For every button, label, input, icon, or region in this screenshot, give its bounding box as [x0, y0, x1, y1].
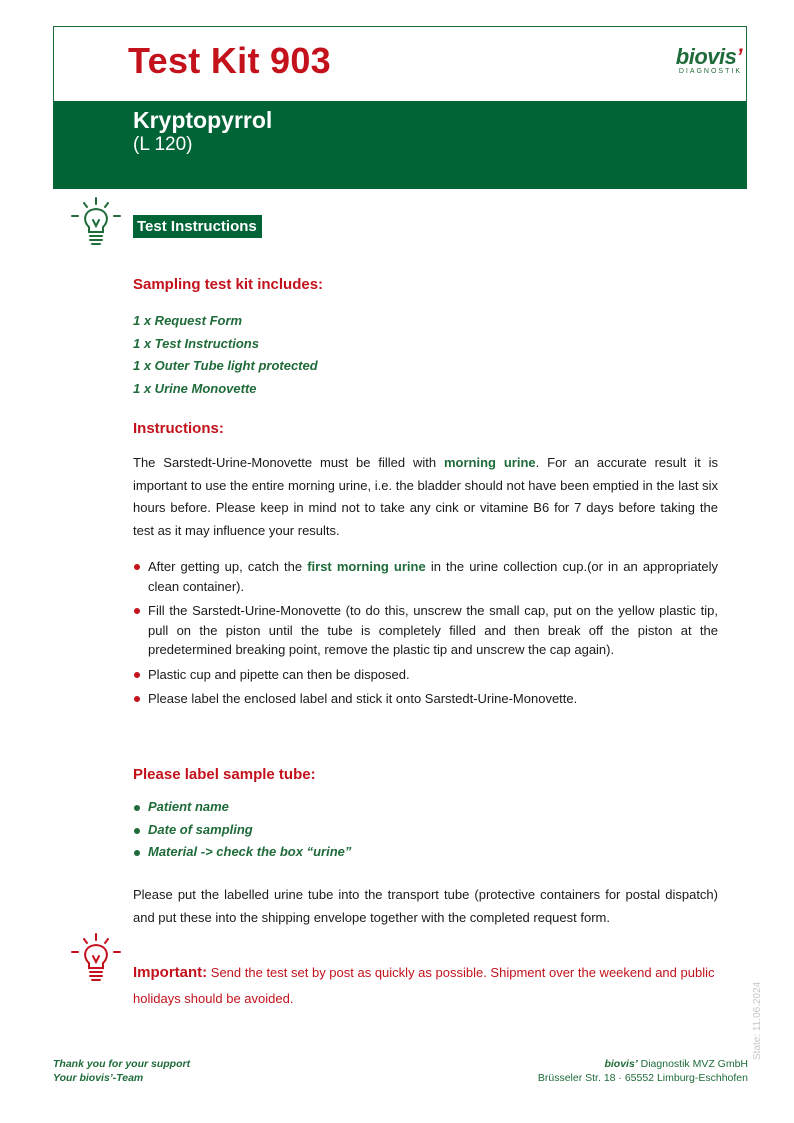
list-item: 1 x Urine Monovette: [133, 381, 257, 397]
lightbulb-icon: [70, 932, 122, 984]
footer-thanks: [53, 1057, 190, 1085]
intro-highlight: morning urine: [443, 455, 536, 470]
biovis-logo: [676, 44, 742, 75]
company-rest: Diagnostik MVZ GmbH: [637, 1058, 748, 1070]
footer-company: [538, 1057, 748, 1085]
product-band: [53, 101, 747, 189]
label-closing: Please put the labelled urine tube into the transport tube (protective containers for postal dispatch) and put these into the shipping envelope together with the completed request form.: [133, 887, 718, 925]
logo-wordmark: [676, 44, 742, 70]
instructions-heading: Instructions:: [133, 420, 224, 437]
list-item: Material -> check the box “urine”: [133, 841, 351, 864]
product-code: (L 120): [133, 134, 193, 155]
step1-text-b: in the urine collection cup.(or in an appropriately clean container).: [148, 559, 718, 594]
logo-subtitle: DIAGNOSTIK: [678, 68, 742, 75]
list-item: Patient name: [133, 796, 351, 819]
lightbulb-icon: [70, 196, 122, 248]
important-label: Important:: [133, 964, 208, 981]
list-item: Fill the Sarstedt-Urine-Monovette (to do this, unscrew the small cap, put on the yellow plastic tip, pull on the piston until the tube is completely filled and then break off the piston at the predetermined breaking point, remove the plastic tip and unscrew the cap again).: [133, 601, 718, 660]
thanks-line-2: Your biovis’-Team: [53, 1072, 144, 1084]
step1-text-a: After getting up, catch the: [148, 559, 308, 574]
instruction-steps: [133, 557, 718, 714]
section-tag: Test Instructions: [133, 215, 262, 238]
label-heading: Please label sample tube:: [133, 766, 316, 783]
logo-word: biovis: [675, 44, 737, 69]
company-address: Brüsseler Str. 18 · 65552 Limburg-Eschhofen: [537, 1072, 748, 1084]
list-item: 1 x Test Instructions: [133, 335, 259, 351]
kit-includes-heading: Sampling test kit includes:: [133, 276, 324, 293]
list-item: Please label the enclosed label and stick it onto Sarstedt-Urine-Monovette.: [133, 689, 718, 709]
company-name: [538, 1057, 748, 1071]
important-text: Send the test set by post as quickly as possible. Shipment over the weekend and public holidays should be avoided.: [133, 965, 715, 1006]
list-item: Date of sampling: [133, 819, 351, 842]
product-name: Kryptopyrrol: [133, 107, 273, 133]
list-item: 1 x Outer Tube light protected: [133, 358, 318, 374]
intro-text-a: The Sarstedt-Urine-Monovette must be filled with: [133, 455, 444, 470]
kit-title: Test Kit 903: [128, 40, 332, 81]
list-item: [133, 557, 718, 596]
intro-text-b: . For an accurate result it is important to use the entire morning urine, i.e. the bladder should not have been emptied in the last six hours before. Please keep in mind not to take any cink or vitamine B6 for 7 days before taking the test as it may influence your results.: [133, 455, 719, 539]
important-note: [133, 960, 723, 1012]
instructions-intro: [133, 452, 718, 543]
step1-highlight: first morning urine: [307, 559, 426, 574]
list-item: 1 x Request Form: [133, 313, 243, 328]
kit-includes-list: [133, 310, 318, 401]
logo-tick: ’: [736, 44, 742, 69]
state-date: State: 11.06.2024: [752, 981, 763, 1060]
company-brand: biovis’: [604, 1058, 638, 1070]
thanks-line-1: Thank you for your support: [53, 1058, 191, 1070]
label-list: [133, 796, 351, 864]
list-item: Plastic cup and pipette can then be disposed.: [133, 665, 718, 685]
